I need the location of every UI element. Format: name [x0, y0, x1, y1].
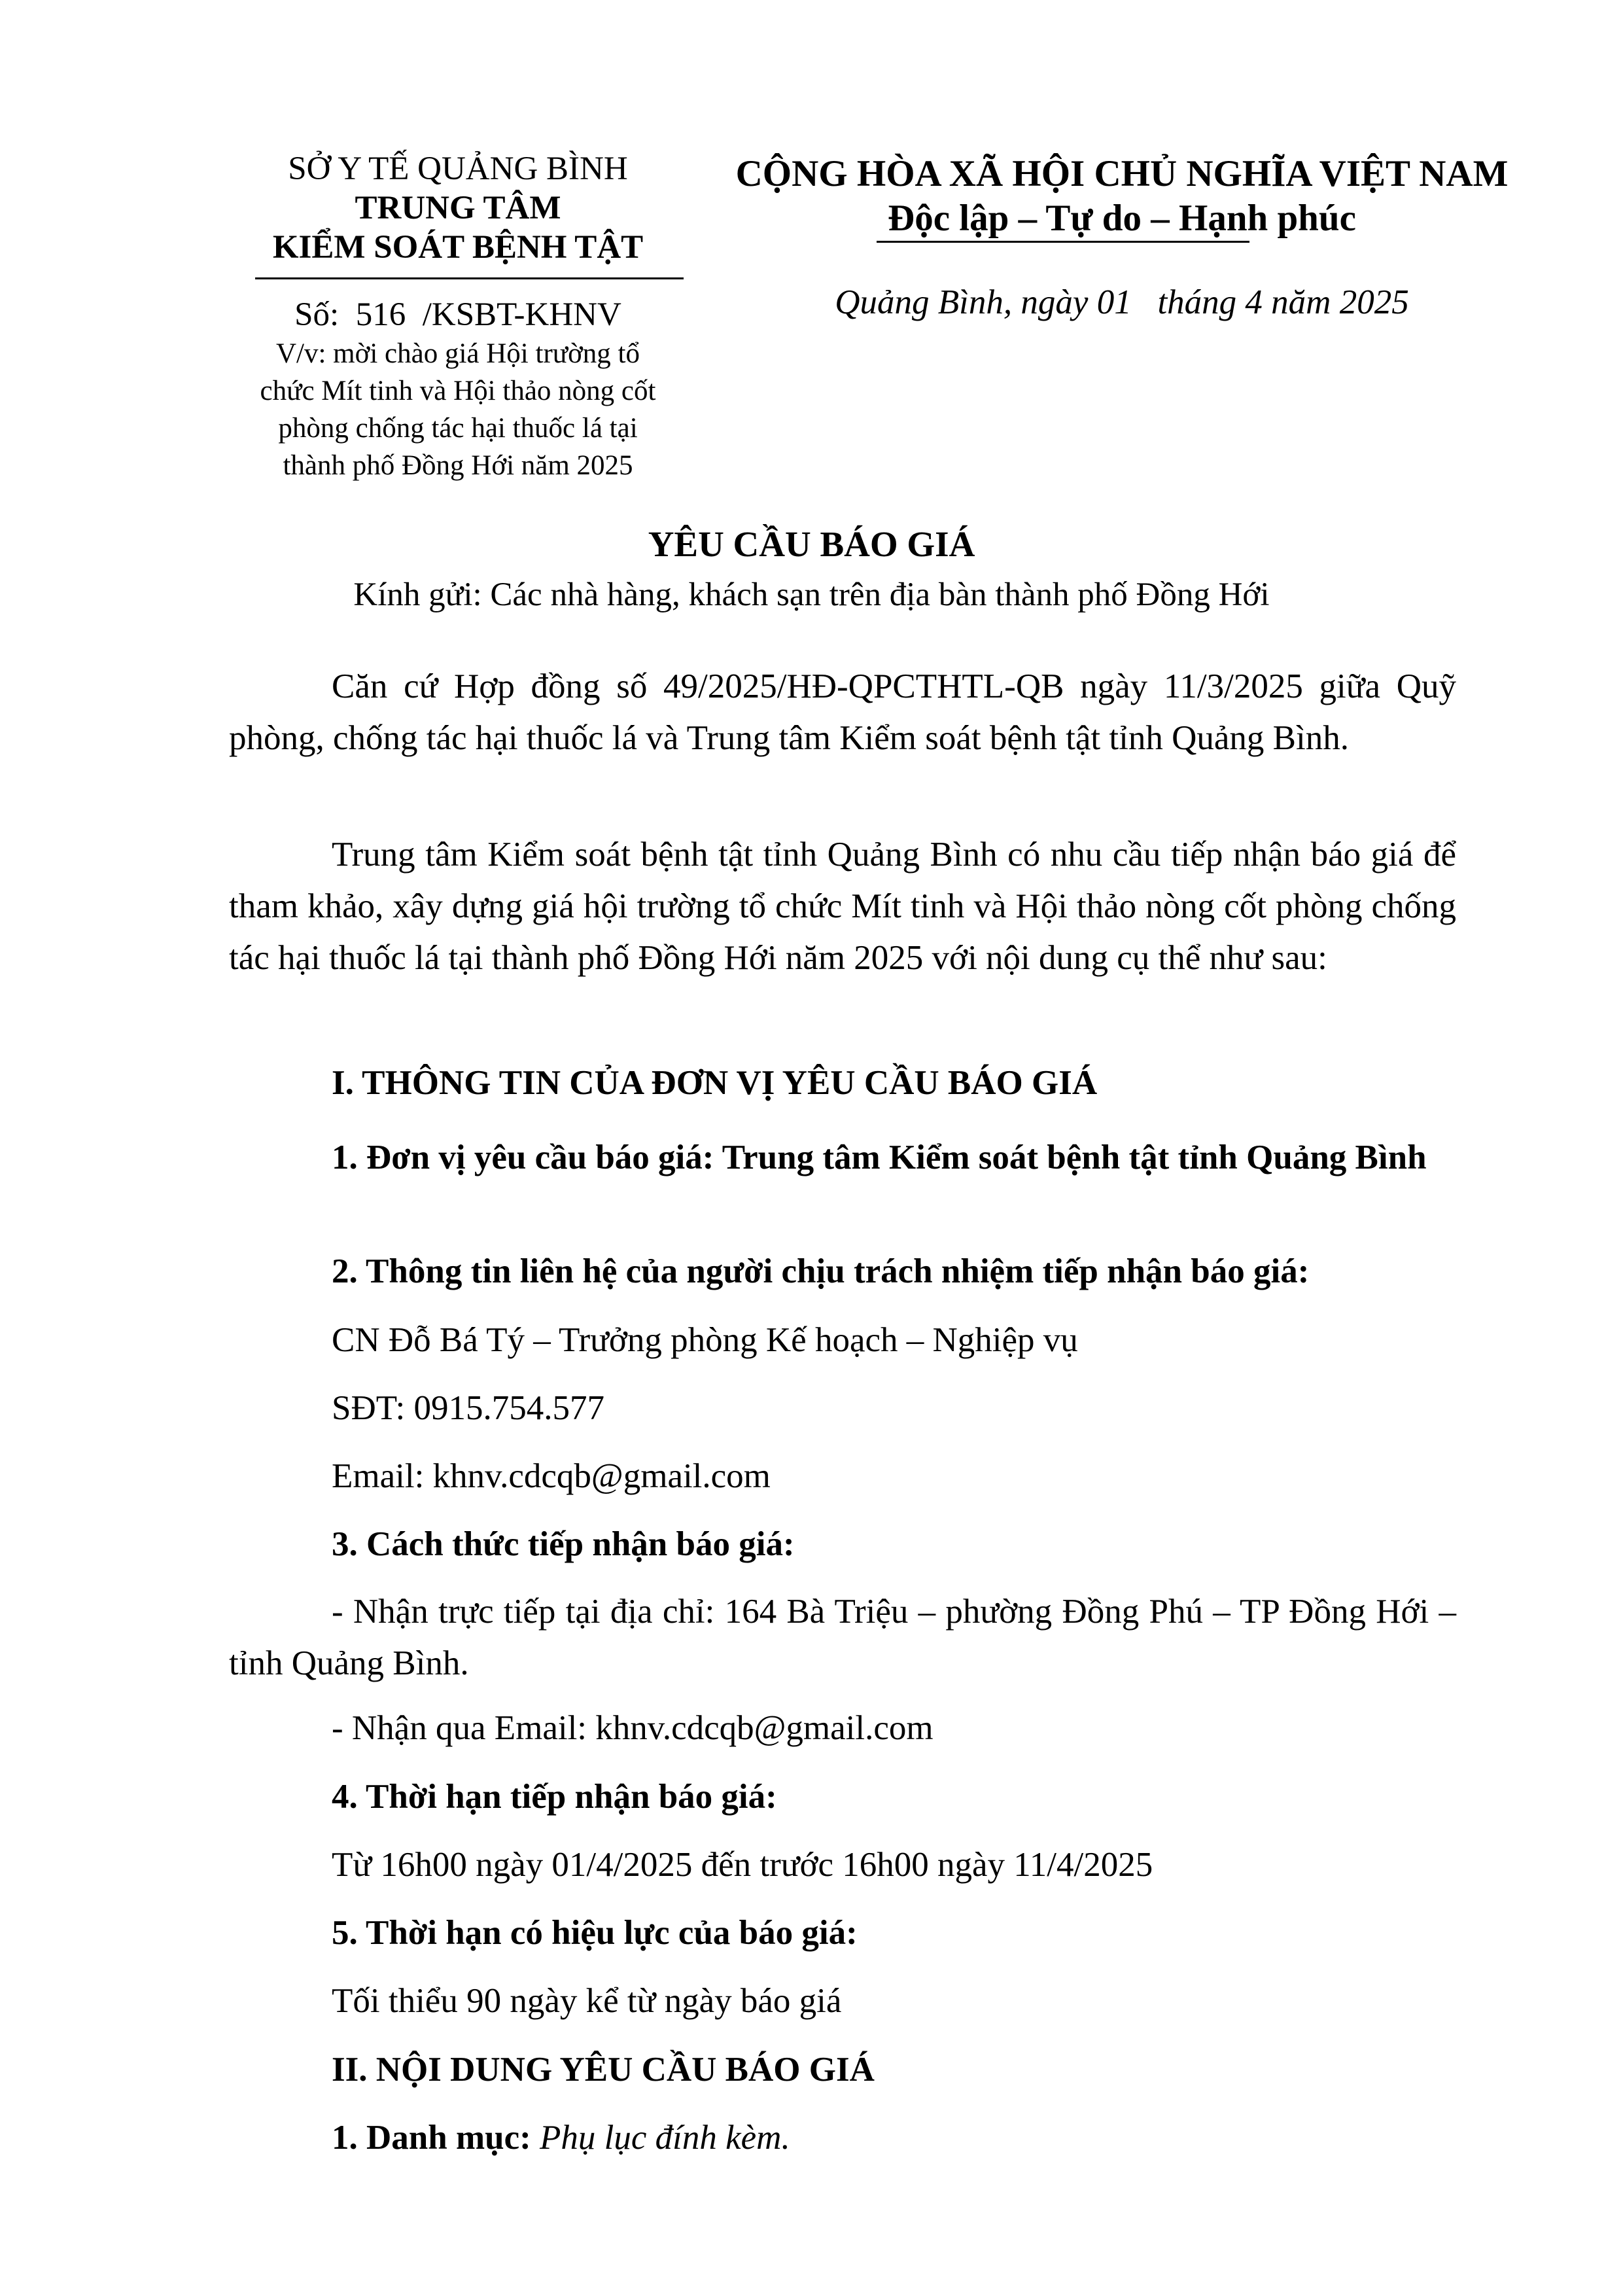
country-name: CỘNG HÒA XÃ HỘI CHỦ NGHĨA VIỆT NAM: [735, 153, 1509, 194]
subject-line: V/v: mời chào giá Hội trường tổ: [275, 338, 640, 369]
subject-line: chức Mít tinh và Hội thảo nòng cốt: [260, 376, 656, 406]
catalog-value: Phụ lục đính kèm.: [540, 2119, 790, 2157]
org-name-line2: KIỂM SOÁT BỆNH TẬT: [272, 229, 644, 266]
basis-paragraph: Căn cứ Hợp đồng số 49/2025/HĐ-QPCTHTL-QB ngày 11/3/2025 giữa Quỹ phòng, chống tác hại thuốc lá và Trung tâm Kiểm soát bệnh tật tỉnh Quảng Bình.: [229, 667, 1456, 757]
recipient-line: Kính gửi: Các nhà hàng, khách sạn trên địa bàn thành phố Đồng Hới: [353, 576, 1270, 613]
subject-line: phòng chống tác hại thuốc lá tại: [278, 413, 638, 444]
org-name-line1: TRUNG TÂM: [355, 190, 561, 226]
section1-item3-heading: 3. Cách thức tiếp nhận báo giá:: [332, 1525, 795, 1563]
section1-item4-heading: 4. Thời hạn tiếp nhận báo giá:: [332, 1778, 777, 1816]
doc-number-suffix: /KSBT-KHNV: [422, 296, 621, 333]
validity-text: Tối thiểu 90 ngày kể từ ngày báo giá: [332, 1982, 842, 2020]
month-label: tháng: [1157, 283, 1237, 321]
motto-underline: [877, 241, 1249, 243]
receive-direct: - Nhận trực tiếp tại địa chỉ: 164 Bà Triệu – phường Đồng Phú – TP Đồng Hới – tỉnh Quảng Bình.: [229, 1593, 1456, 1682]
agency-header: [222, 149, 693, 267]
date-day: 01: [1096, 283, 1132, 321]
contact-phone: SĐT: 0915.754.577: [332, 1389, 604, 1427]
section1-item1: 1. Đơn vị yêu cầu báo giá: Trung tâm Kiểm soát bệnh tật tỉnh Quảng Bình: [332, 1139, 1427, 1176]
document-title: YÊU CẦU BÁO GIÁ: [648, 524, 975, 564]
year-label: năm: [1271, 283, 1331, 321]
section1-heading: I. THÔNG TIN CỦA ĐƠN VỊ YÊU CẦU BÁO GIÁ: [332, 1064, 1098, 1102]
place-and-date: [687, 283, 1557, 322]
section2-item1: [332, 2118, 790, 2157]
doc-number-prefix: Số:: [294, 296, 340, 333]
section1-item5-heading: 5. Thời hạn có hiệu lực của báo giá:: [332, 1914, 858, 1952]
receive-email: - Nhận qua Email: khnv.cdcqb@gmail.com: [332, 1709, 934, 1747]
contact-name: CN Đỗ Bá Tý – Trưởng phòng Kế hoạch – Nghiệp vụ: [332, 1321, 1078, 1359]
subject-line: thành phố Đồng Hới năm 2025: [283, 450, 633, 481]
place-date-prefix: Quảng Bình, ngày: [835, 283, 1089, 321]
section2-heading: II. NỘI DUNG YÊU CẦU BÁO GIÁ: [332, 2051, 875, 2089]
national-motto: Độc lập – Tự do – Hạnh phúc: [888, 198, 1356, 239]
subject-block: [216, 335, 700, 484]
national-header: [687, 152, 1557, 241]
document-number: [222, 296, 693, 334]
purpose-paragraph: Trung tâm Kiểm soát bệnh tật tỉnh Quảng Bình có nhu cầu tiếp nhận báo giá để tham khảo, xây dựng giá hội trường tổ chức Mít tinh và Hội thảo nòng cốt phòng chống tác hại thuốc lá tại thành phố Đồng Hới năm 2025 với nội dung cụ thể như sau:: [229, 836, 1456, 977]
date-year: 2025: [1339, 283, 1409, 321]
date-month: 4: [1245, 283, 1263, 321]
agency-underline: [255, 277, 684, 279]
deadline-text: Từ 16h00 ngày 01/4/2025 đến trước 16h00 ngày 11/4/2025: [332, 1846, 1153, 1884]
section1-item2-heading: 2. Thông tin liên hệ của người chịu trách nhiệm tiếp nhận báo giá:: [332, 1252, 1310, 1290]
ministry-name: SỞ Y TẾ QUẢNG BÌNH: [288, 150, 628, 187]
contact-email: Email: khnv.cdcqb@gmail.com: [332, 1457, 771, 1495]
doc-number-value: 516: [355, 296, 406, 333]
catalog-label: 1. Danh mục:: [332, 2119, 531, 2157]
